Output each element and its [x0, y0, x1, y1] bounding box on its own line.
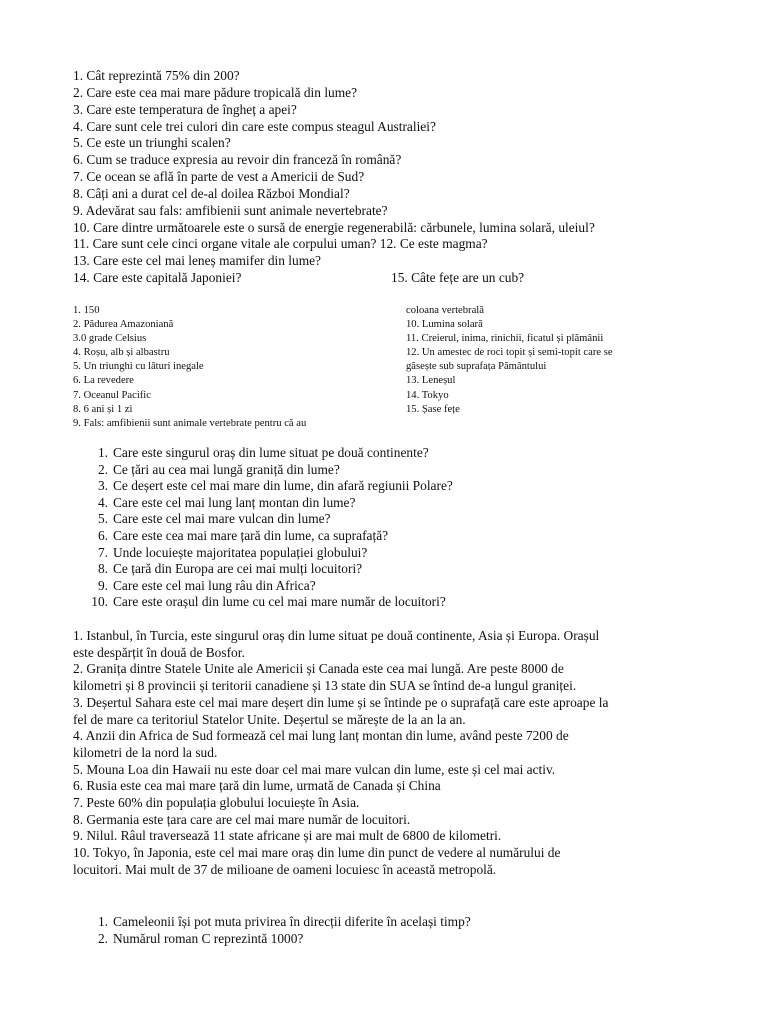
list-text: Ce deșert este cel mai mare din lume, din afară regiunii Polare?	[113, 478, 453, 494]
answer-line: 10. Lumina solară	[406, 319, 483, 331]
answer-line: 2. Pădurea Amazoniană	[73, 319, 174, 331]
list-number: 1.	[97, 914, 108, 929]
answer-line: 4. Roșu, alb și albastru	[73, 347, 170, 359]
question-line: 4. Care sunt cele trei culori din care este compus steagul Australiei?	[73, 118, 436, 134]
question-14: 14. Care este capitală Japoniei?	[73, 270, 242, 286]
answer-line: 9. Fals: amfibienii sunt animale vertebrate pentru că au	[73, 417, 307, 429]
list-number: 3.	[97, 478, 108, 494]
question-15: 15. Câte fețe are un cub?	[391, 270, 525, 286]
list-number: 6.	[97, 527, 108, 543]
answer-line: locuitori. Mai mult de 37 de milioane de oameni locuiesc în această metropolă.	[73, 861, 497, 877]
answer-line: kilometri și 8 provincii și teritorii canadiene și 13 state din SUA se întind de-a lungul graniței.	[73, 678, 577, 694]
answer-line: coloana vertebrală	[406, 305, 484, 316]
question-line: 8. Câți ani a durat cel de-al doilea Război Mondial?	[73, 185, 350, 201]
question-line-14-15	[73, 270, 595, 287]
list-number: 4.	[97, 494, 108, 510]
list-text: Care este cel mai lung lanț montan din lume?	[113, 494, 356, 510]
list-number: 7.	[97, 544, 108, 560]
answer-line: 10. Tokyo, în Japonia, este cel mai mare oraș din lume din punct de vedere al numărului de	[73, 845, 561, 861]
answer-line: 8. 6 ani și 1 zi	[73, 403, 133, 415]
list-number: 1.	[97, 445, 108, 460]
list-text: Care este cea mai mare țară din lume, ca suprafață?	[113, 527, 389, 543]
answer-line: 15. Șase fețe	[406, 403, 460, 415]
answer-line: 13. Leneșul	[406, 375, 456, 387]
question-line: 10. Care dintre următoarele este o sursă de energie regenerabilă: cărbunele, lumina solară, uleiul?	[73, 219, 595, 235]
answer-line: 6. Rusia este cea mai mare țară din lume, urmată de Canada și China	[73, 778, 441, 794]
question-line: 13. Care este cel mai leneș mamifer din lume?	[73, 253, 322, 269]
question-line: 5. Ce este un triunghi scalen?	[73, 135, 231, 151]
answer-line: 9. Nilul. Râul traversează 11 state africane și are mai mult de 6800 de kilometri.	[73, 828, 502, 844]
list-text: Care este cel mai mare vulcan din lume?	[113, 511, 331, 527]
list-number: 9.	[97, 577, 108, 593]
question-line: 2. Care este cea mai mare pădure tropicală din lume?	[73, 84, 358, 100]
list-text: Numărul roman C reprezintă 1000?	[113, 930, 304, 946]
answer-line: 3. Deșertul Sahara este cel mai mare deșert din lume și se întinde pe o suprafață care este aproape la	[73, 694, 609, 710]
list-text: Care este orașul din lume cu cel mai mare număr de locuitori?	[113, 594, 446, 610]
answer-line: 7. Peste 60% din populația globului locuiește în Asia.	[73, 795, 360, 811]
list-text: Care este singurul oraș din lume situat pe două continente?	[113, 445, 429, 460]
list-text: Ce țară din Europa are cei mai mulți locuitori?	[113, 561, 363, 577]
answer-line: este despărțit în două de Bosfor.	[73, 644, 245, 660]
question-line: 1. Cât reprezintă 75% din 200?	[73, 68, 240, 83]
answer-line: 11. Creierul, inima, rinichii, ficatul și plămânii	[406, 333, 604, 345]
list-number: 8.	[97, 561, 108, 577]
answer-line: 5. Mouna Loa din Hawaii nu este doar cel mai mare vulcan din lume, este și cel mai activ.	[73, 761, 556, 777]
answers-section-1-right	[406, 304, 613, 417]
answer-line: 12. Un amestec de roci topit și semi-topit care se	[406, 347, 613, 359]
answers-section-1-left	[73, 304, 306, 431]
answer-line: 6. La revedere	[73, 375, 134, 387]
list-number: 10.	[91, 594, 108, 610]
list-text: Unde locuiește majoritatea populației globului?	[113, 544, 368, 560]
answer-line: găsește sub suprafața Pământului	[406, 361, 547, 373]
list-number: 2.	[97, 930, 108, 946]
answer-line: 14. Tokyo	[406, 389, 449, 401]
question-line: 9. Adevărat sau fals: amfibienii sunt animale nevertebrate?	[73, 202, 388, 218]
answers-section-2	[73, 628, 723, 879]
list-number: 5.	[97, 511, 108, 527]
question-line: 7. Ce ocean se află în parte de vest a Americii de Sud?	[73, 169, 365, 185]
question-line: 3. Care este temperatura de îngheț a apei?	[73, 101, 297, 117]
answer-line: 7. Oceanul Pacific	[73, 389, 151, 401]
answer-line: 3.0 grade Celsius	[73, 333, 147, 345]
answer-line: 5. Un triunghi cu lături inegale	[73, 361, 204, 373]
answer-line: 4. Anzii din Africa de Sud formează cel mai lung lanț montan din lume, având peste 7200 de	[73, 728, 569, 744]
list-number: 2.	[97, 461, 108, 477]
list-text: Cameleonii își pot muta privirea în direcții diferite în același timp?	[113, 914, 471, 929]
quiz-section-1	[73, 68, 595, 287]
answer-line: fel de mare ca teritoriul Statelor Unite. Deșertul se mărește de la an la an.	[73, 711, 466, 727]
question-line: 6. Cum se traduce expresia au revoir din franceză în română?	[73, 152, 402, 168]
answer-line: 1. Istanbul, în Turcia, este singurul oraș din lume situat pe două continente, Asia și Europa. Orașul	[73, 628, 600, 643]
question-line: 11. Care sunt cele cinci organe vitale ale corpului uman? 12. Ce este magma?	[73, 236, 488, 252]
answer-line: 1. 150	[73, 305, 100, 316]
list-text: Ce țări au cea mai lungă graniță din lume?	[113, 461, 340, 477]
answer-line: kilometri de la nord la sud.	[73, 744, 218, 760]
answer-line: 2. Granița dintre Statele Unite ale Americii și Canada este cea mai lungă. Are peste 8000 de	[73, 661, 564, 677]
list-text: Care este cel mai lung râu din Africa?	[113, 577, 316, 593]
answer-line: 8. Germania este țara care are cel mai mare număr de locuitori.	[73, 811, 411, 827]
